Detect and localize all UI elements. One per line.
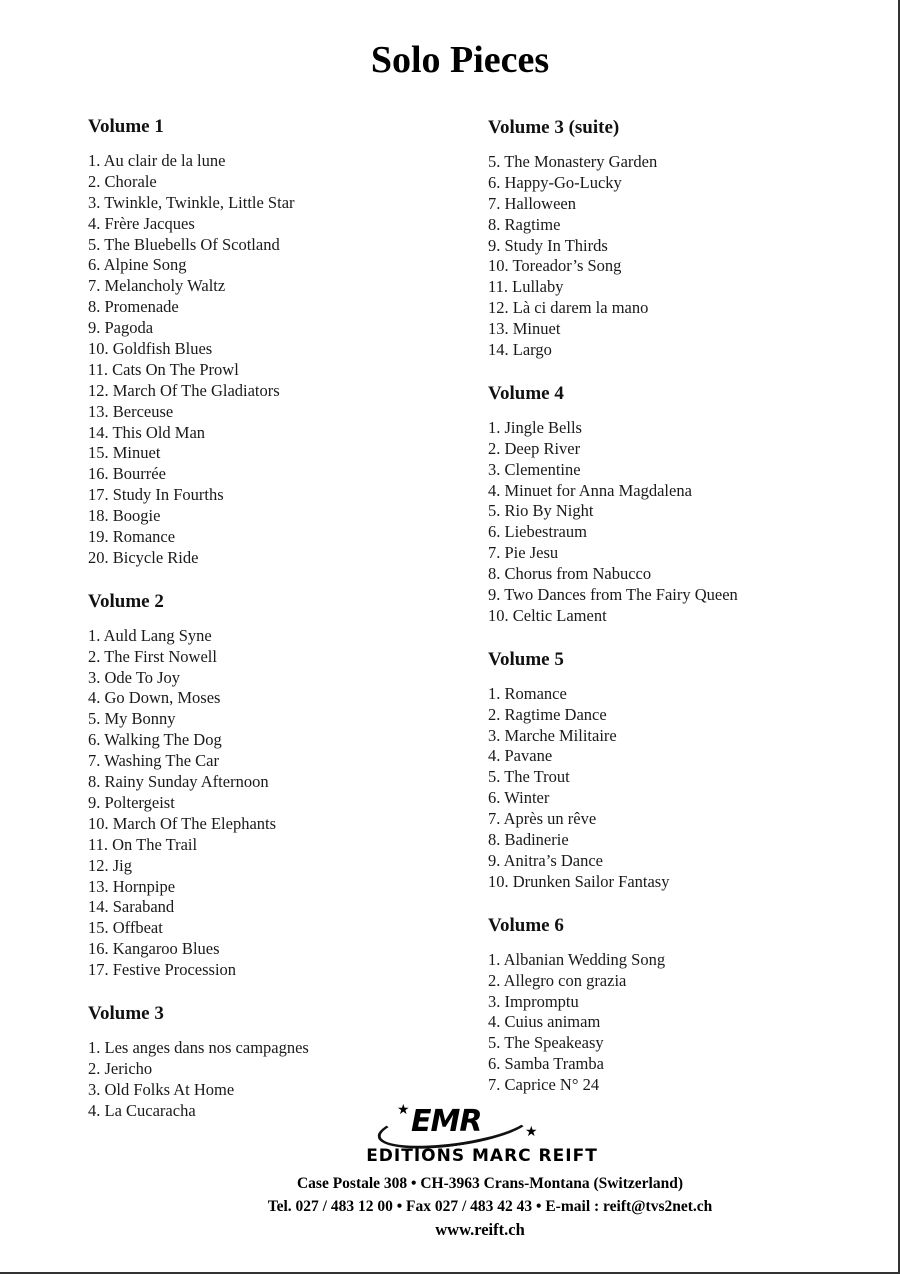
piece-item: 2. Ragtime Dance — [488, 704, 607, 724]
website-link[interactable]: www.reift.ch — [435, 1220, 525, 1239]
piece-item: 1. Albanian Wedding Song — [488, 949, 666, 969]
piece-item: 6. Liebestraum — [488, 522, 587, 542]
piece-item: 3. Marche Militaire — [488, 725, 617, 745]
piece-item: 12. March Of The Gladiators — [88, 380, 280, 400]
piece-item: 9. Two Dances from The Fairy Queen — [488, 585, 738, 605]
piece-item: 5. The Monastery Garden — [488, 152, 658, 171]
piece-item: 4. La Cucaracha — [88, 1100, 196, 1120]
piece-item: 10. March Of The Elephants — [88, 813, 277, 833]
piece-item: 4. Cuius animam — [488, 1012, 601, 1032]
piece-item: 1. Les anges dans nos campagnes — [88, 1037, 309, 1057]
piece-item: 2. Chorale — [88, 171, 157, 191]
volume-5 — [488, 648, 868, 893]
piece-item: 15. Minuet — [88, 443, 161, 463]
piece-item: 10. Goldfish Blues — [88, 339, 213, 359]
piece-item: 14. This Old Man — [88, 422, 206, 442]
piece-item: 19. Romance — [88, 527, 176, 547]
piece-item: 20. Bicycle Ride — [88, 547, 199, 567]
piece-list — [488, 418, 868, 627]
piece-item: 11. On The Trail — [88, 834, 198, 854]
piece-item: 8. Badinerie — [488, 830, 569, 850]
piece-item: 8. Ragtime — [488, 214, 561, 234]
piece-item: 3. Ode To Joy — [88, 667, 181, 687]
piece-item: 18. Boogie — [88, 506, 161, 526]
piece-item: 10. Drunken Sailor Fantasy — [488, 871, 670, 891]
piece-item: 17. Festive Procession — [88, 960, 237, 980]
emr-logo — [375, 1100, 545, 1146]
piece-list — [488, 684, 868, 893]
volume-heading: Volume 4 — [488, 382, 564, 404]
piece-item: 10. Toreador’s Song — [488, 256, 622, 276]
piece-list — [488, 950, 868, 1096]
piece-item: 8. Chorus from Nabucco — [488, 564, 652, 584]
piece-item: 3. Impromptu — [488, 991, 579, 1011]
piece-item: 4. Frère Jacques — [88, 213, 195, 233]
piece-item: 7. Après un rêve — [488, 809, 597, 829]
volume-2 — [88, 590, 468, 981]
volume-heading: Volume 3 — [88, 1002, 164, 1024]
piece-list — [488, 152, 868, 361]
left-column — [88, 115, 468, 1122]
publisher-name: EDITIONS MARC REIFT — [366, 1146, 598, 1166]
piece-item: 6. Alpine Song — [88, 255, 187, 275]
volume-heading: Volume 1 — [88, 116, 164, 137]
piece-item: 13. Berceuse — [88, 401, 174, 421]
logo-text: EMR — [411, 1104, 482, 1139]
volume-heading: Volume 5 — [488, 648, 564, 670]
piece-item: 7. Halloween — [488, 193, 576, 213]
volume-1 — [88, 115, 468, 569]
star-icon: ★ — [525, 1125, 538, 1140]
piece-item: 11. Cats On The Prowl — [88, 359, 239, 379]
piece-item: 6. Happy-Go-Lucky — [488, 172, 622, 192]
page-title: Solo Pieces — [370, 39, 550, 81]
piece-item: 6. Walking The Dog — [88, 730, 222, 750]
piece-item: 1. Jingle Bells — [488, 417, 582, 437]
piece-item: 5. The Speakeasy — [488, 1033, 604, 1053]
volume-heading: Volume 2 — [88, 590, 164, 612]
piece-item: 1. Auld Lang Syne — [88, 625, 212, 645]
piece-item: 5. The Trout — [488, 767, 570, 787]
star-icon: ★ — [397, 1103, 410, 1118]
piece-item: 6. Samba Tramba — [488, 1054, 604, 1074]
piece-item: 3. Twinkle, Twinkle, Little Star — [88, 192, 295, 212]
piece-item: 7. Melancholy Waltz — [88, 276, 226, 296]
volume-4 — [488, 382, 868, 627]
piece-item: 9. Pagoda — [88, 318, 154, 338]
piece-item: 7. Washing The Car — [88, 751, 219, 771]
publisher-footer — [0, 1100, 900, 1241]
piece-item: 13. Hornpipe — [88, 876, 176, 896]
piece-item: 3. Clementine — [488, 459, 581, 479]
piece-item: 4. Pavane — [488, 746, 553, 766]
piece-item: 3. Old Folks At Home — [88, 1079, 235, 1099]
piece-item: 9. Anitra’s Dance — [488, 850, 604, 870]
piece-item: 8. Rainy Sunday Afternoon — [88, 772, 269, 792]
piece-item: 4. Minuet for Anna Magdalena — [488, 480, 692, 500]
piece-item: 5. Rio By Night — [488, 501, 594, 521]
piece-item: 15. Offbeat — [88, 918, 163, 938]
piece-item: 12. Jig — [88, 855, 133, 875]
piece-item: 5. The Bluebells Of Scotland — [88, 234, 280, 254]
piece-item: 9. Study In Thirds — [488, 235, 608, 255]
piece-item: 4. Go Down, Moses — [88, 688, 221, 708]
piece-item: 1. Au clair de la lune — [88, 151, 226, 170]
piece-item: 12. Là ci darem la mano — [488, 298, 649, 318]
piece-item: 2. Deep River — [488, 438, 581, 458]
piece-item: 5. My Bonny — [88, 709, 176, 729]
volume-heading: Volume 6 — [488, 914, 564, 936]
piece-item: 2. Allegro con grazia — [488, 970, 627, 990]
piece-item: 10. Celtic Lament — [488, 605, 607, 625]
piece-item: 6. Winter — [488, 788, 550, 808]
contact-line: Tel. 027 / 483 12 00 • Fax 027 / 483 42 43 • E-mail : reift@tvs2net.ch — [267, 1198, 713, 1215]
volume-6 — [488, 914, 868, 1096]
right-column — [488, 116, 868, 1096]
piece-item: 16. Bourrée — [88, 464, 166, 484]
piece-item: 7. Pie Jesu — [488, 543, 559, 563]
piece-item: 9. Poltergeist — [88, 792, 175, 812]
piece-list — [88, 151, 468, 569]
piece-list — [88, 626, 468, 981]
piece-item: 7. Caprice N° 24 — [488, 1075, 600, 1095]
postal-address: Case Postale 308 • CH-3963 Crans-Montana (Switzerland) — [296, 1175, 683, 1192]
piece-item: 14. Saraband — [88, 897, 175, 917]
piece-item: 17. Study In Fourths — [88, 485, 224, 505]
piece-item: 11. Lullaby — [488, 277, 564, 297]
piece-item: 2. The First Nowell — [88, 646, 217, 666]
piece-item: 8. Promenade — [88, 297, 179, 317]
piece-item: 16. Kangaroo Blues — [88, 939, 220, 959]
piece-item: 2. Jericho — [88, 1058, 153, 1078]
piece-item: 13. Minuet — [488, 319, 561, 339]
volume-heading: Volume 3 (suite) — [488, 117, 620, 138]
piece-item: 14. Largo — [488, 340, 552, 360]
piece-item: 1. Romance — [488, 683, 567, 703]
volume-3-suite — [488, 116, 868, 361]
